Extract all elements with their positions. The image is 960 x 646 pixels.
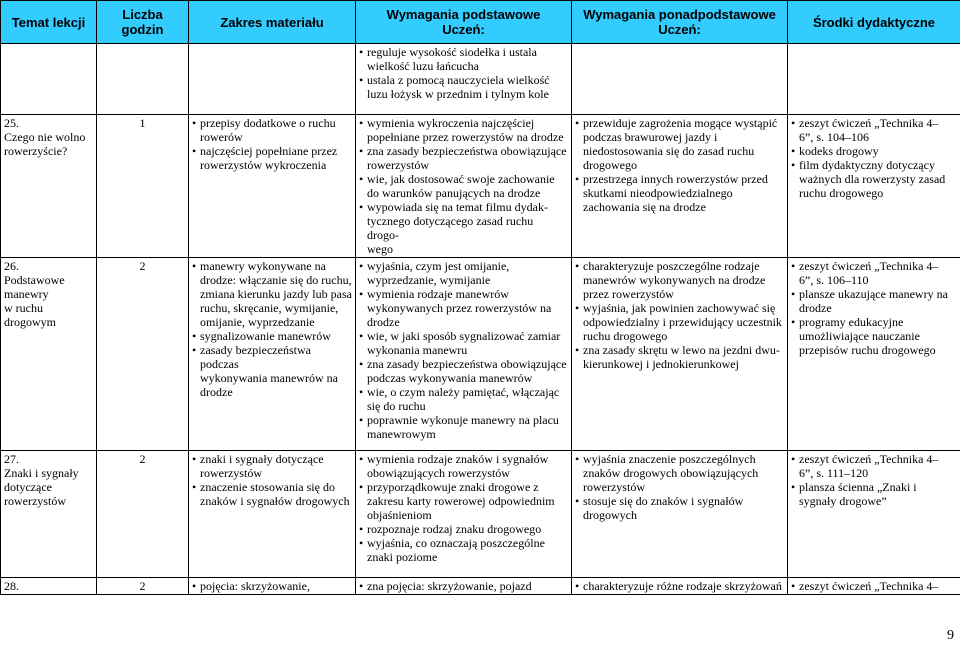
- cell-temat: 27. Znaki i sygnały dotyczące rowerzystów: [1, 451, 97, 578]
- list-item: [575, 494, 784, 522]
- header-row: [1, 1, 960, 44]
- list-item: [791, 315, 957, 357]
- cell-liczba: 2: [97, 451, 189, 578]
- list-item: [192, 452, 352, 480]
- list-item: [791, 259, 957, 287]
- header-srodki: Środki dydaktyczne: [788, 1, 960, 44]
- list-item: [359, 452, 568, 480]
- list-item-text: wyjaśnia, jak powinien zachowywać się odpowiedzialny i przewidujący uczestnik ruchu drogowego: [583, 301, 782, 343]
- list-item-text: poprawnie wykonuje manewry na placu manewrowym: [367, 413, 559, 441]
- list-item: [359, 200, 568, 256]
- bullet-list: [359, 259, 568, 441]
- list-item: [192, 329, 352, 343]
- list-item-text: wymienia wykroczenia najczęściej popełniane przez rowerzystów na drodze: [367, 116, 564, 144]
- table-row: [1, 115, 960, 258]
- table-row: [1, 44, 960, 115]
- cell-srodki: [788, 115, 960, 258]
- list-item-text: charakteryzuje poszczególne rodzaje manewrów wykonywanych na drodze przez rowerzystów: [583, 259, 766, 301]
- list-item: [359, 144, 568, 172]
- list-item: [359, 480, 568, 522]
- list-item-text: przepisy dodatkowe o ruchu rowerów: [200, 116, 336, 144]
- list-item: [791, 144, 957, 158]
- cell-ponadpodstawowe: [572, 258, 788, 451]
- list-item: • charakteryzuje różne rodzaje skrzyżowań: [575, 579, 784, 593]
- cell-ponadpodstawowe: [572, 44, 788, 115]
- table-row: [1, 258, 960, 451]
- cell-srodki: [788, 44, 960, 115]
- list-item-text: film dydaktyczny dotyczący ważnych dla rowerzysty zasad ruchu drogowego: [799, 158, 946, 200]
- list-item-text: wyjaśnia, czym jest omijanie, wyprzedzanie, wymijanie: [367, 259, 510, 287]
- bullet-list: [791, 452, 957, 508]
- cell-zakres: [189, 578, 356, 595]
- list-item-text: stosuje się do znaków i sygnałów drogowych: [583, 494, 744, 522]
- list-item-text: wie, o czym należy pamiętać, włączając się do ruchu: [367, 385, 560, 413]
- list-item-text: wymienia rodzaje znaków i sygnałów obowiązujących rowerzystów: [367, 452, 549, 480]
- list-item: [359, 413, 568, 441]
- list-item-text: znaki i sygnały dotyczące rowerzystów: [200, 452, 324, 480]
- list-item: [192, 259, 352, 329]
- cell-liczba: [97, 44, 189, 115]
- list-item: [359, 45, 568, 73]
- list-item: [791, 452, 957, 480]
- list-item: [359, 116, 568, 144]
- list-item-text: znaczenie stosowania się do znaków i sygnałów drogowych: [200, 480, 350, 508]
- bullet-list: [192, 116, 352, 172]
- list-item: [575, 301, 784, 343]
- cell-ponadpodstawowe: [572, 451, 788, 578]
- list-item: [791, 116, 957, 144]
- cell-zakres: [189, 115, 356, 258]
- list-item-text: najczęściej popełniane przez rowerzystów wykroczenia: [200, 144, 338, 172]
- list-item: [575, 172, 784, 214]
- list-item-text: rozpoznaje rodzaj znaku drogowego: [367, 522, 542, 536]
- bullet-list: [791, 259, 957, 357]
- list-item: [359, 329, 568, 357]
- list-item: [359, 259, 568, 287]
- list-item-text: plansza ścienna „Znaki i sygnały drogowe”: [799, 480, 917, 508]
- bullet-list: [192, 259, 352, 399]
- cell-ponadpodstawowe: [572, 578, 788, 595]
- cell-podstawowe: [356, 451, 572, 578]
- list-item-text: przyporządkowuje znaki drogowe z zakresu karty rowerowej odpowiednim objaśnieniom: [367, 480, 555, 522]
- list-item-text: zeszyt ćwiczeń „Technika 4– 6”, s. 111–120: [799, 452, 939, 480]
- list-item: [575, 259, 784, 301]
- cell-zakres: [189, 44, 356, 115]
- cell-ponadpodstawowe: [572, 115, 788, 258]
- list-item: [791, 287, 957, 315]
- cell-zakres: [189, 258, 356, 451]
- list-item: [575, 343, 784, 371]
- list-item: [575, 452, 784, 494]
- cell-srodki: [788, 451, 960, 578]
- list-item: [359, 287, 568, 329]
- list-item: [359, 536, 568, 564]
- list-item-text: przestrzega innych rowerzystów przed skutkami nieodpowiedzialnego zachowania się na drodze: [583, 172, 768, 214]
- list-item: [791, 480, 957, 508]
- cell-srodki: [788, 258, 960, 451]
- list-item: [359, 172, 568, 200]
- list-item: [575, 116, 784, 172]
- cell-podstawowe: [356, 115, 572, 258]
- list-item-text: wie, jak dostosować swoje zachowanie do warunków panujących na drodze: [367, 172, 555, 200]
- list-item-text: programy edukacyjne umożliwiające nauczanie przepisów ruchu drogowego: [799, 315, 936, 357]
- list-item: [192, 343, 352, 399]
- list-item-text: sygnalizowanie manewrów: [200, 329, 331, 343]
- list-item: [192, 144, 352, 172]
- list-item-text: wymienia rodzaje manewrów wykonywanych przez rowerzystów na drodze: [367, 287, 552, 329]
- cell-liczba: 2: [97, 578, 189, 595]
- list-item-text: przewiduje zagrożenia mogące wystąpić podczas brawurowej jazdy i niedostosowania się do zasad ruchu drogowego: [583, 116, 778, 172]
- cell-podstawowe: [356, 578, 572, 595]
- list-item-text: wyjaśnia, co oznaczają poszczególne znaki poziome: [367, 536, 545, 564]
- table-row: [1, 451, 960, 578]
- cell-temat: 28.: [1, 578, 97, 595]
- list-item-text: plansze ukazujące manewry na drodze: [799, 287, 948, 315]
- header-zakres: Zakres materiału: [189, 1, 356, 44]
- bullet-list: [575, 259, 784, 371]
- bullet-list: [791, 116, 957, 200]
- list-item-text: zna zasady bezpieczeństwa obowiązujące rowerzystów: [367, 144, 567, 172]
- list-item: [359, 385, 568, 413]
- bullet-list: [575, 452, 784, 522]
- list-item: [359, 357, 568, 385]
- list-item: [791, 158, 957, 200]
- cell-zakres: [189, 451, 356, 578]
- list-item-text: zeszyt ćwiczeń „Technika 4– 6”, s. 106–110: [799, 259, 939, 287]
- list-item-text: zna zasady bezpieczeństwa obowiązujące podczas wykonywania manewrów: [367, 357, 567, 385]
- header-podstawowe: Wymagania podstawowe Uczeń:: [356, 1, 572, 44]
- list-item-text: reguluje wysokość siodełka i ustala wielkość luzu łańcucha: [367, 45, 537, 73]
- cell-temat: 25. Czego nie wolno rowerzyście?: [1, 115, 97, 258]
- cell-temat: [1, 44, 97, 115]
- list-item-text: ustala z pomocą nauczyciela wielkość luzu łożysk w przednim i tylnym kole: [367, 73, 550, 101]
- list-item-text: manewry wykonywane na drodze: włączanie się do ruchu, zmiana kierunku jazdy lub pasa ruchu, skręcanie, wymijanie, omijanie, wyprzedzanie: [200, 259, 352, 329]
- cell-temat: 26. Podstawowe manewry w ruchu drogowym: [1, 258, 97, 451]
- list-item-text: wie, w jaki sposób sygnalizować zamiar wykonania manewru: [367, 329, 561, 357]
- list-item-text: wyjaśnia znaczenie poszczególnych znaków drogowych obowiązujących rowerzystów: [583, 452, 759, 494]
- list-item-text: zeszyt ćwiczeń „Technika 4– 6”, s. 104–106: [799, 116, 939, 144]
- header-temat: Temat lekcji: [1, 1, 97, 44]
- list-item-text: kodeks drogowy: [799, 144, 879, 158]
- cell-liczba: 1: [97, 115, 189, 258]
- list-item: • zna pojęcia: skrzyżowanie, pojazd: [359, 579, 568, 593]
- list-item: • pojęcia: skrzyżowanie,: [192, 579, 352, 593]
- list-item-text: zna zasady skrętu w lewo na jezdni dwu- kierunkowej i jednokierunkowej: [583, 343, 780, 371]
- cell-liczba: 2: [97, 258, 189, 451]
- bullet-list: [359, 45, 568, 101]
- list-item: [192, 480, 352, 508]
- list-item-text: wypowiada się na temat filmu dydak- tycznego dotyczącego zasad ruchu drogo- wego: [367, 200, 548, 256]
- page-number: 9: [947, 628, 954, 643]
- table-row: [1, 578, 960, 595]
- cell-podstawowe: [356, 44, 572, 115]
- list-item: [192, 116, 352, 144]
- list-item: [359, 73, 568, 101]
- cell-srodki: [788, 578, 960, 595]
- header-ponadpodstawowe: Wymagania ponadpodstawowe Uczeń:: [572, 1, 788, 44]
- list-item: [359, 522, 568, 536]
- bullet-list: [359, 452, 568, 564]
- bullet-list: [359, 116, 568, 256]
- cell-podstawowe: [356, 258, 572, 451]
- bullet-list: [192, 452, 352, 508]
- list-item-text: zasady bezpieczeństwa podczas wykonywania manewrów na drodze: [200, 343, 338, 399]
- header-liczba: Liczba godzin: [97, 1, 189, 44]
- list-item: • zeszyt ćwiczeń „Technika 4–: [791, 579, 957, 593]
- bullet-list: [575, 116, 784, 214]
